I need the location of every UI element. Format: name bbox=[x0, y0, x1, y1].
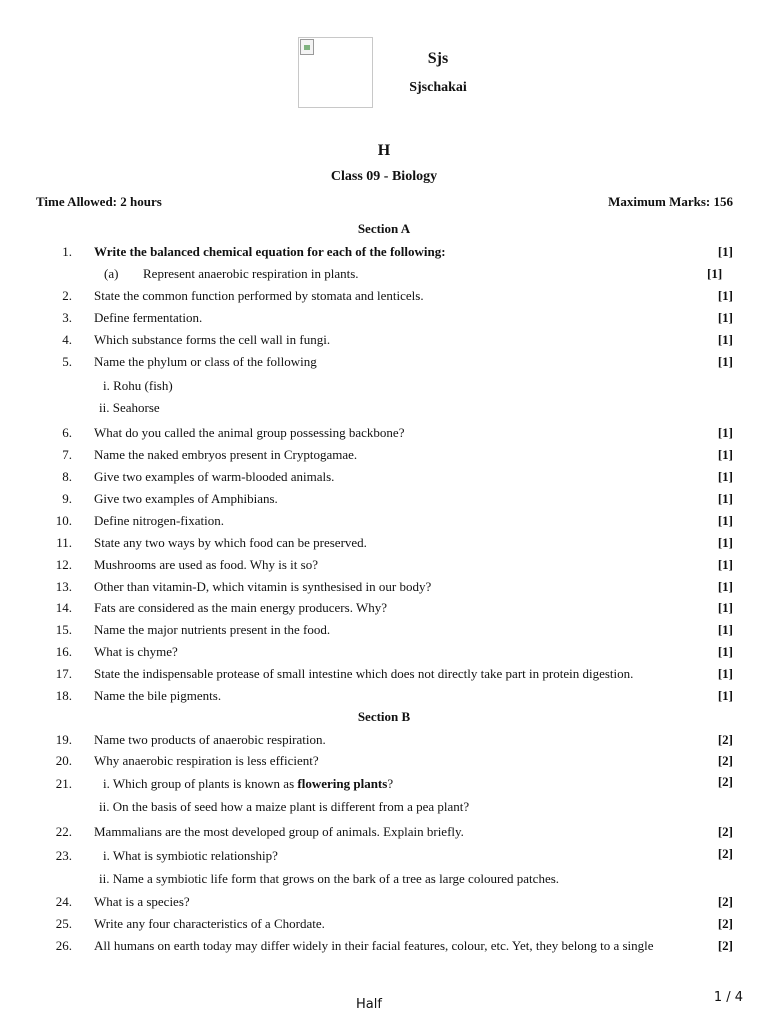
question-9 bbox=[0, 490, 768, 508]
question-number: 18. bbox=[55, 688, 72, 703]
maximum-marks: Maximum Marks: 156 bbox=[608, 194, 733, 209]
question-21 bbox=[0, 775, 768, 793]
question-number: 5. bbox=[62, 354, 72, 369]
question-text bbox=[103, 775, 393, 793]
question-17 bbox=[0, 665, 768, 683]
subpart-text: Represent anaerobic respiration in plants. bbox=[143, 266, 359, 281]
school-name: Sjs bbox=[427, 50, 449, 67]
question-text: State any two ways by which food can be preserved. bbox=[94, 535, 367, 550]
question-22 bbox=[0, 823, 768, 841]
question-number: 15. bbox=[55, 622, 72, 637]
question-14 bbox=[0, 599, 768, 617]
question-number: 25. bbox=[55, 916, 72, 931]
question-marks: [1] bbox=[717, 491, 733, 506]
section-a-heading: Section A bbox=[357, 221, 411, 236]
question-24 bbox=[0, 893, 768, 911]
question-23 bbox=[0, 847, 768, 865]
question-marks: [1] bbox=[717, 666, 733, 681]
footer-text: Half bbox=[356, 997, 382, 1012]
question-1 bbox=[0, 243, 768, 261]
question-2 bbox=[0, 287, 768, 305]
school-subtitle: Sjschakai bbox=[409, 80, 467, 95]
question-number: 2. bbox=[62, 288, 72, 303]
question-text: Name two products of anaerobic respiration. bbox=[94, 732, 326, 747]
question-marks: [1] bbox=[717, 622, 733, 637]
question-text: All humans on earth today may differ widely in their facial features, colour, etc. Yet, they belong to a single bbox=[94, 938, 654, 953]
question-number: 7. bbox=[62, 447, 72, 462]
broken-image-icon bbox=[300, 39, 314, 55]
question-marks: [1] bbox=[717, 425, 733, 440]
question-text: Define fermentation. bbox=[94, 310, 203, 325]
question-5 bbox=[0, 353, 768, 371]
question-number: 20. bbox=[55, 753, 72, 768]
question-text: State the common function performed by stomata and lenticels. bbox=[94, 288, 424, 303]
question-marks: [2] bbox=[717, 894, 733, 909]
question-marks: [1] bbox=[717, 469, 733, 484]
question-4 bbox=[0, 331, 768, 349]
question-7 bbox=[0, 446, 768, 464]
question-marks: [1] bbox=[717, 600, 733, 615]
question-text-post: ? bbox=[387, 776, 394, 791]
question-number: 24. bbox=[55, 894, 72, 909]
class-title: Class 09 - Biology bbox=[330, 169, 438, 184]
page-number: 1 / 4 bbox=[713, 990, 743, 1005]
question-15 bbox=[0, 621, 768, 639]
question-text: Give two examples of warm-blooded animals. bbox=[94, 469, 335, 484]
question-marks: [1] bbox=[717, 535, 733, 550]
question-11 bbox=[0, 534, 768, 552]
question-text: Why anaerobic respiration is less efficient? bbox=[94, 753, 319, 768]
question-marks: [1] bbox=[717, 579, 733, 594]
question-number: 4. bbox=[62, 332, 72, 347]
question-number: 22. bbox=[55, 824, 72, 839]
question-text: What is a species? bbox=[94, 894, 190, 909]
question-text: Which substance forms the cell wall in fungi. bbox=[94, 332, 331, 347]
question-marks: [2] bbox=[717, 732, 733, 747]
question-26 bbox=[0, 937, 768, 955]
question-number: 16. bbox=[55, 644, 72, 659]
question-marks: [2] bbox=[717, 774, 733, 789]
question-text: Mammalians are the most developed group of animals. Explain briefly. bbox=[94, 824, 464, 839]
question-3 bbox=[0, 309, 768, 327]
question-19 bbox=[0, 731, 768, 749]
section-b-heading: Section B bbox=[357, 709, 411, 724]
question-text: Write the balanced chemical equation for each of the following: bbox=[94, 244, 446, 259]
question-18 bbox=[0, 687, 768, 705]
question-21-part-ii: ii. On the basis of seed how a maize plant is different from a pea plant? bbox=[99, 799, 470, 814]
question-number: 23. bbox=[55, 848, 72, 863]
question-text-pre: i. Which group of plants is known as bbox=[103, 776, 298, 791]
question-number: 8. bbox=[62, 469, 72, 484]
question-text: What do you called the animal group possessing backbone? bbox=[94, 425, 405, 440]
question-number: 6. bbox=[62, 425, 72, 440]
question-number: 14. bbox=[55, 600, 72, 615]
question-number: 12. bbox=[55, 557, 72, 572]
question-number: 17. bbox=[55, 666, 72, 681]
school-logo bbox=[298, 37, 373, 108]
question-marks: [2] bbox=[717, 846, 733, 861]
question-text: Fats are considered as the main energy producers. Why? bbox=[94, 600, 388, 615]
question-marks: [1] bbox=[717, 244, 733, 259]
question-23-part-ii: ii. Name a symbiotic life form that grows on the bark of a tree as large coloured patches. bbox=[99, 871, 560, 886]
question-number: 21. bbox=[55, 776, 72, 791]
question-8 bbox=[0, 468, 768, 486]
question-text: i. What is symbiotic relationship? bbox=[103, 848, 278, 863]
question-marks: [2] bbox=[717, 916, 733, 931]
question-marks: [1] bbox=[717, 447, 733, 462]
question-text: What is chyme? bbox=[94, 644, 178, 659]
question-marks: [1] bbox=[717, 288, 733, 303]
question-text: Name the phylum or class of the following bbox=[94, 354, 317, 369]
question-10 bbox=[0, 512, 768, 530]
question-number: 10. bbox=[55, 513, 72, 528]
question-text: Name the major nutrients present in the food. bbox=[94, 622, 331, 637]
subpart-label: (a) bbox=[104, 266, 119, 281]
question-text: Other than vitamin-D, which vitamin is synthesised in our body? bbox=[94, 579, 432, 594]
question-marks: [1] bbox=[717, 332, 733, 347]
question-number: 3. bbox=[62, 310, 72, 325]
question-12 bbox=[0, 556, 768, 574]
question-number: 19. bbox=[55, 732, 72, 747]
question-16 bbox=[0, 643, 768, 661]
question-text: Name the bile pigments. bbox=[94, 688, 222, 703]
question-text: Write any four characteristics of a Chordate. bbox=[94, 916, 325, 931]
question-marks: [1] bbox=[717, 644, 733, 659]
question-text: Give two examples of Amphibians. bbox=[94, 491, 278, 506]
question-25 bbox=[0, 915, 768, 933]
question-marks: [1] bbox=[717, 354, 733, 369]
subpart-marks: [1] bbox=[707, 266, 723, 281]
question-marks: [2] bbox=[717, 824, 733, 839]
question-marks: [1] bbox=[717, 310, 733, 325]
question-text: State the indispensable protease of small intestine which does not directly take part in protein digestion. bbox=[94, 666, 634, 681]
question-5-part-ii: ii. Seahorse bbox=[99, 400, 160, 415]
question-text: Mushrooms are used as food. Why is it so? bbox=[94, 557, 318, 572]
paper-code: H bbox=[377, 142, 391, 159]
question-text-emphasis: flowering plants bbox=[297, 776, 388, 791]
question-number: 11. bbox=[56, 535, 72, 550]
question-number: 26. bbox=[55, 938, 72, 953]
question-text: Define nitrogen-fixation. bbox=[94, 513, 224, 528]
question-text: Name the naked embryos present in Cryptogamae. bbox=[94, 447, 358, 462]
question-marks: [2] bbox=[717, 938, 733, 953]
question-13 bbox=[0, 578, 768, 596]
time-allowed: Time Allowed: 2 hours bbox=[36, 194, 162, 209]
question-6 bbox=[0, 424, 768, 442]
question-20 bbox=[0, 752, 768, 770]
question-5-part-i: i. Rohu (fish) bbox=[103, 378, 173, 393]
question-marks: [1] bbox=[717, 688, 733, 703]
question-number: 1. bbox=[62, 244, 72, 259]
question-marks: [1] bbox=[717, 513, 733, 528]
question-1-part-a bbox=[0, 265, 768, 283]
question-marks: [2] bbox=[717, 753, 733, 768]
question-number: 9. bbox=[62, 491, 72, 506]
question-number: 13. bbox=[55, 579, 72, 594]
question-marks: [1] bbox=[717, 557, 733, 572]
